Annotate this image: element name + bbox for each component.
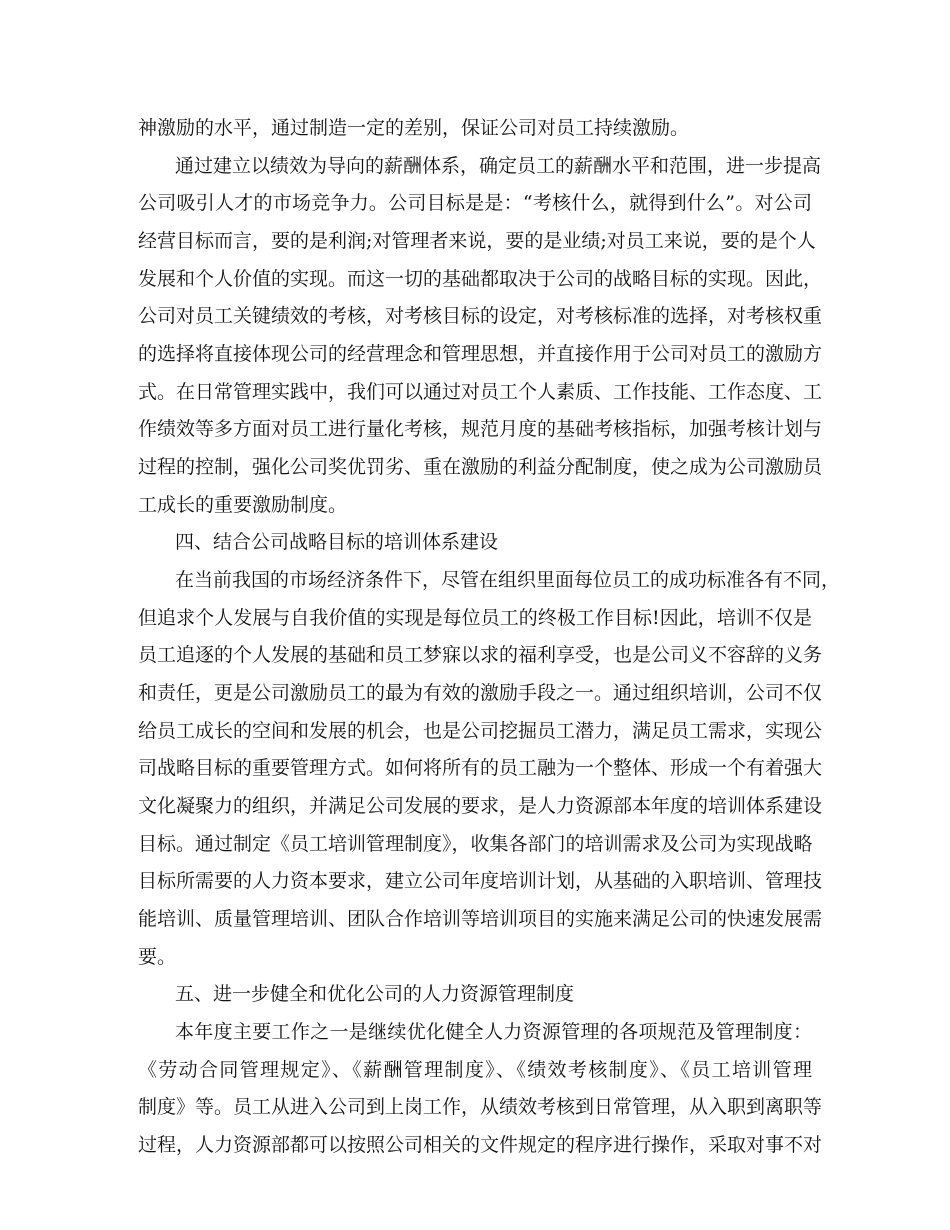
- paragraph-line: 要。: [138, 946, 177, 968]
- paragraph-line: 在当前我国的市场经济条件下，尽管在组织里面每位员工的成功标准各有不同，: [175, 569, 841, 591]
- paragraph-line: 司战略目标的重要管理方式。如何将所有的员工融为一个整体、形成一个有着强大: [138, 757, 823, 779]
- paragraph-line: 公司吸引人才的市场竞争力。公司目标是是：“考核什么，就得到什么”。对公司: [138, 192, 812, 214]
- paragraph-line: 和责任，更是公司激励员工的最为有效的激励手段之一。通过组织培训，公司不仅: [138, 682, 823, 704]
- paragraph-line: 过程的控制，强化公司奖优罚劣、重在激励的利益分配制度，使之成为公司激励员: [138, 456, 823, 478]
- paragraph-line: 目标所需要的人力资本要求，建立公司年度培训计划，从基础的入职培训、管理技: [138, 870, 823, 892]
- paragraph-line: 但追求个人发展与自我价值的实现是每位员工的终极工作目标!因此，培训不仅是: [138, 607, 812, 629]
- paragraph-line: 本年度主要工作之一是继续优化健全人力资源管理的各项规范及管理制度：: [175, 1021, 812, 1043]
- paragraph-line: 发展和个人价值的实现。而这一切的基础都取决于公司的战略目标的实现。因此，: [138, 268, 823, 290]
- paragraph-line: 工成长的重要激励制度。: [138, 494, 348, 516]
- paragraph-line: 通过建立以绩效为导向的薪酬体系，确定员工的薪酬水平和范围，进一步提高: [175, 155, 822, 177]
- paragraph-line: 给员工成长的空间和发展的机会，也是公司挖掘员工潜力，满足员工需求，实现公: [138, 720, 823, 742]
- paragraph-line: 神激励的水平，通过制造一定的差别，保证公司对员工持续激励。: [138, 117, 690, 139]
- paragraph-line: 式。在日常管理实践中，我们可以通过对员工个人素质、工作技能、工作态度、工: [138, 381, 823, 403]
- paragraph-line: 能培训、质量管理培训、团队合作培训等培训项目的实施来满足公司的快速发展需: [138, 908, 823, 930]
- section-heading: 五、进一步健全和优化公司的人力资源管理制度: [175, 983, 575, 1005]
- paragraph-line: 过程，人力资源部都可以按照公司相关的文件规定的程序进行操作，采取对事不对: [138, 1134, 823, 1156]
- paragraph-line: 制度》等。员工从进入公司到上岗工作，从绩效考核到日常管理，从入职到离职等: [138, 1096, 823, 1118]
- paragraph-line: 经营目标而言，要的是利润;对管理者来说，要的是业绩;对员工来说，要的是个人: [138, 230, 816, 252]
- paragraph-line: 员工追逐的个人发展的基础和员工梦寐以求的福利享受，也是公司义不容辞的义务: [138, 644, 823, 666]
- paragraph-line: 文化凝聚力的组织，并满足公司发展的要求，是人力资源部本年度的培训体系建设: [138, 795, 823, 817]
- paragraph-line: 《劳动合同管理规定》、《薪酬管理制度》、《绩效考核制度》、《员工培训管理: [138, 1059, 812, 1081]
- paragraph-line: 公司对员工关键绩效的考核，对考核目标的设定，对考核标准的选择，对考核权重: [138, 305, 823, 327]
- paragraph-line: 作绩效等多方面对员工进行量化考核，规范月度的基础考核指标，加强考核计划与: [138, 418, 823, 440]
- section-heading: 四、结合公司战略目标的培训体系建设: [175, 531, 499, 553]
- paragraph-line: 目标。通过制定《员工培训管理制度》，收集各部门的培训需求及公司为实现战略: [138, 833, 813, 855]
- paragraph-line: 的选择将直接体现公司的经营理念和管理思想，并直接作用于公司对员工的激励方: [138, 343, 823, 365]
